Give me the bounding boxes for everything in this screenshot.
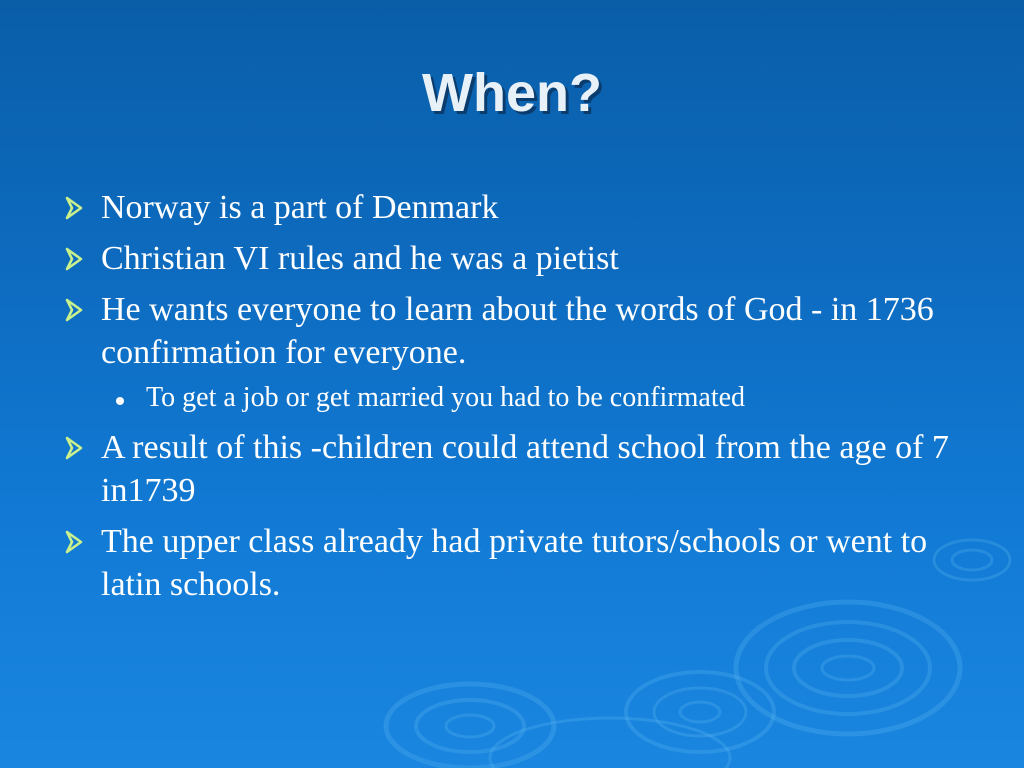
bullet-item [64,186,964,229]
bullet-text: Christian VI rules and he was a pietist [101,240,619,277]
bullet-item [64,237,964,280]
arrow-bullet-icon [64,193,86,223]
bullet-text: Norway is a part of Denmark [101,189,499,226]
sub-bullet-item [64,380,964,416]
arrow-bullet-icon [64,527,86,557]
dot-bullet-icon [116,397,124,405]
bullet-item [64,288,964,374]
bullet-text: A result of this -children could attend school from the age of 7 in1739 [101,429,949,509]
arrow-bullet-icon [64,433,86,463]
arrow-bullet-icon [64,295,86,325]
bullet-item [64,520,964,606]
bullet-item [64,426,964,512]
bullet-text: The upper class already had private tutors/schools or went to latin schools. [101,523,928,603]
bullet-list [64,186,964,614]
arrow-bullet-icon [64,244,86,274]
bullet-text: He wants everyone to learn about the words of God - in 1736 confirmation for everyone. [101,291,934,371]
sub-bullet-text: To get a job or get married you had to be confirmated [146,382,746,413]
slide-title: When? [422,63,602,123]
